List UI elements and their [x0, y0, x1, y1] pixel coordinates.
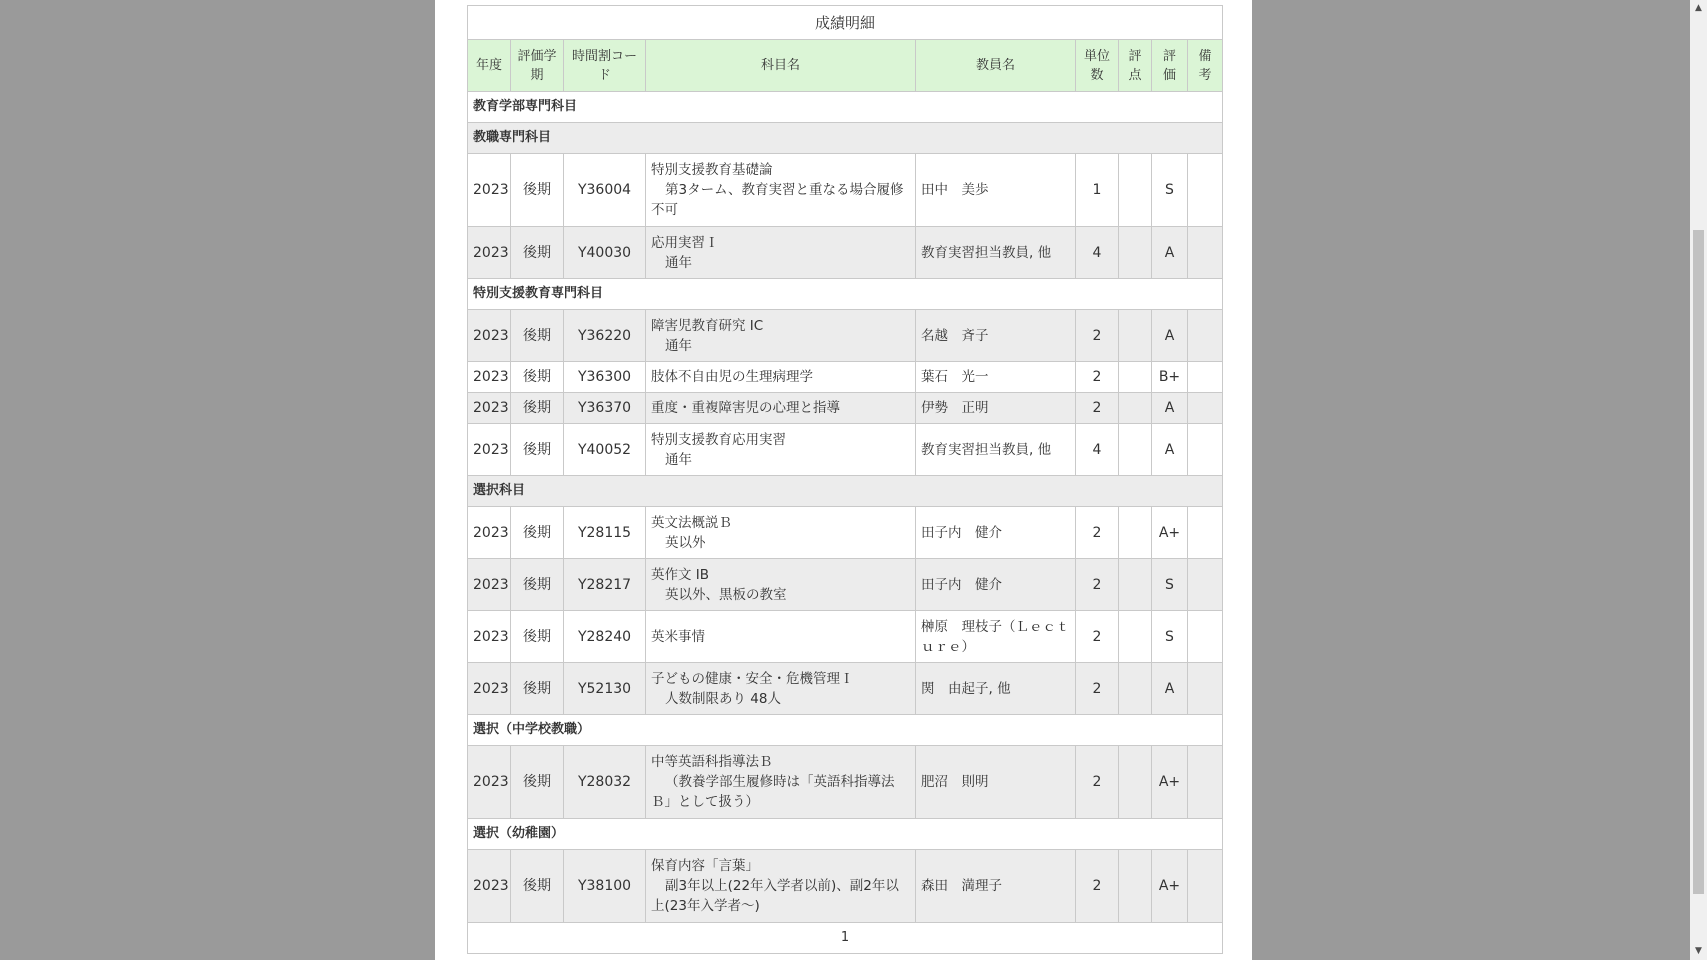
scroll-thumb[interactable] [1693, 230, 1704, 894]
section-heading: 教職専門科目 [468, 123, 1223, 154]
cell-term: 後期 [511, 424, 564, 476]
cell-credits: 2 [1076, 362, 1119, 393]
cell-credits: 2 [1076, 611, 1119, 663]
cell-term: 後期 [511, 154, 564, 227]
cell-teacher: 田子内 健介 [916, 559, 1076, 611]
header-code: 時間割コード [564, 40, 646, 92]
cell-note [1188, 850, 1223, 923]
cell-score [1119, 310, 1152, 362]
table-row [468, 227, 1223, 279]
cell-grade: A+ [1152, 850, 1188, 923]
cell-note [1188, 559, 1223, 611]
cell-subject [646, 310, 916, 362]
cell-code: Y38100 [564, 850, 646, 923]
cell-teacher: 葉石 光一 [916, 362, 1076, 393]
cell-note [1188, 663, 1223, 715]
cell-score [1119, 424, 1152, 476]
cell-teacher: 田中 美歩 [916, 154, 1076, 227]
header-year: 年度 [468, 40, 511, 92]
scroll-up-arrow-icon[interactable]: ▲ [1695, 3, 1702, 13]
cell-code: Y28032 [564, 746, 646, 819]
table-title: 成績明細 [468, 6, 1223, 40]
cell-year: 2023 [468, 154, 511, 227]
subject-note: （教養学部生履修時は「英語科指導法Ｂ」として扱う） [651, 774, 895, 810]
section-heading: 選択科目 [468, 476, 1223, 507]
cell-subject [646, 663, 916, 715]
subject-note: 通年 [665, 451, 692, 468]
subject-note: 人数制限あり 48人 [665, 690, 781, 707]
cell-grade: A+ [1152, 746, 1188, 819]
subject-title: 応用実習Ｉ [651, 234, 719, 251]
section-heading: 特別支援教育専門科目 [468, 279, 1223, 310]
page-number: 1 [468, 923, 1223, 954]
cell-code: Y36220 [564, 310, 646, 362]
cell-subject: 重度・重複障害児の心理と指導 [646, 393, 916, 424]
subject-note: 英以外、黒板の教室 [665, 586, 787, 603]
cell-subject [646, 227, 916, 279]
cell-credits: 1 [1076, 154, 1119, 227]
subject-note: 通年 [665, 337, 692, 354]
section-heading: 教育学部専門科目 [468, 92, 1223, 123]
cell-code: Y28115 [564, 507, 646, 559]
cell-term: 後期 [511, 746, 564, 819]
cell-score [1119, 611, 1152, 663]
subject-title: 子どもの健康・安全・危機管理Ｉ [651, 670, 854, 687]
cell-year: 2023 [468, 746, 511, 819]
cell-grade: B+ [1152, 362, 1188, 393]
table-row [468, 663, 1223, 715]
cell-note [1188, 154, 1223, 227]
cell-year: 2023 [468, 611, 511, 663]
cell-subject [646, 850, 916, 923]
cell-term: 後期 [511, 393, 564, 424]
cell-teacher: 関 由起子, 他 [916, 663, 1076, 715]
cell-subject [646, 424, 916, 476]
cell-year: 2023 [468, 393, 511, 424]
subject-title: 特別支援教育応用実習 [651, 431, 786, 448]
cell-teacher: 教育実習担当教員, 他 [916, 227, 1076, 279]
cell-term: 後期 [511, 850, 564, 923]
document-sheet [435, 0, 1252, 960]
cell-teacher: 榊原 理枝子（Ｌｅｃｔｕｒｅ） [916, 611, 1076, 663]
cell-subject [646, 154, 916, 227]
cell-code: Y36300 [564, 362, 646, 393]
cell-score [1119, 362, 1152, 393]
table-row [468, 850, 1223, 923]
cell-score [1119, 154, 1152, 227]
scroll-down-arrow-icon[interactable]: ▼ [1695, 946, 1702, 956]
cell-note [1188, 424, 1223, 476]
cell-term: 後期 [511, 559, 564, 611]
cell-year: 2023 [468, 663, 511, 715]
cell-credits: 2 [1076, 850, 1119, 923]
cell-subject: 英米事情 [646, 611, 916, 663]
cell-code: Y40052 [564, 424, 646, 476]
cell-credits: 2 [1076, 507, 1119, 559]
cell-subject [646, 507, 916, 559]
header-grade: 評価 [1152, 40, 1188, 92]
cell-credits: 4 [1076, 424, 1119, 476]
table-row [468, 507, 1223, 559]
cell-grade: A [1152, 424, 1188, 476]
cell-subject [646, 746, 916, 819]
subject-note: 副3年以上(22年入学者以前)、副2年以上(23年入学者～) [651, 878, 899, 914]
table-row [468, 424, 1223, 476]
header-score: 評点 [1119, 40, 1152, 92]
section-heading: 選択（中学校教職） [468, 715, 1223, 746]
table-row [468, 154, 1223, 227]
cell-teacher: 名越 斉子 [916, 310, 1076, 362]
cell-note [1188, 611, 1223, 663]
cell-code: Y36370 [564, 393, 646, 424]
subject-title: 障害児教育研究 IC [651, 317, 764, 334]
table-row [468, 362, 1223, 393]
cell-year: 2023 [468, 507, 511, 559]
cell-grade: A [1152, 227, 1188, 279]
cell-grade: S [1152, 154, 1188, 227]
cell-credits: 2 [1076, 663, 1119, 715]
cell-note [1188, 507, 1223, 559]
cell-credits: 4 [1076, 227, 1119, 279]
cell-teacher: 田子内 健介 [916, 507, 1076, 559]
cell-subject [646, 559, 916, 611]
cell-grade: S [1152, 611, 1188, 663]
cell-teacher: 伊勢 正明 [916, 393, 1076, 424]
header-term: 評価学期 [511, 40, 564, 92]
cell-term: 後期 [511, 362, 564, 393]
cell-year: 2023 [468, 559, 511, 611]
subject-note: 通年 [665, 254, 692, 271]
cell-grade: A [1152, 663, 1188, 715]
subject-note: 英以外 [665, 534, 706, 551]
cell-score [1119, 227, 1152, 279]
cell-year: 2023 [468, 362, 511, 393]
cell-code: Y36004 [564, 154, 646, 227]
cell-code: Y40030 [564, 227, 646, 279]
cell-score [1119, 559, 1152, 611]
cell-grade: A [1152, 310, 1188, 362]
cell-note [1188, 227, 1223, 279]
table-row [468, 611, 1223, 663]
table-row [468, 393, 1223, 424]
vertical-scrollbar[interactable] [1690, 0, 1707, 960]
cell-teacher: 肥沼 則明 [916, 746, 1076, 819]
cell-score [1119, 393, 1152, 424]
cell-year: 2023 [468, 850, 511, 923]
cell-score [1119, 507, 1152, 559]
grades-table [467, 5, 1223, 954]
section-heading: 選択（幼稚園） [468, 819, 1223, 850]
cell-term: 後期 [511, 507, 564, 559]
header-note: 備考 [1188, 40, 1223, 92]
cell-teacher: 森田 満理子 [916, 850, 1076, 923]
table-row [468, 310, 1223, 362]
cell-term: 後期 [511, 611, 564, 663]
header-credits: 単位数 [1076, 40, 1119, 92]
cell-note [1188, 746, 1223, 819]
cell-year: 2023 [468, 424, 511, 476]
cell-code: Y28217 [564, 559, 646, 611]
cell-note [1188, 310, 1223, 362]
cell-score [1119, 746, 1152, 819]
cell-year: 2023 [468, 310, 511, 362]
cell-subject: 肢体不自由児の生理病理学 [646, 362, 916, 393]
header-subject: 科目名 [646, 40, 916, 92]
cell-grade: A+ [1152, 507, 1188, 559]
subject-title: 保育内容「言葉」 [651, 858, 759, 874]
cell-term: 後期 [511, 227, 564, 279]
cell-term: 後期 [511, 663, 564, 715]
cell-code: Y28240 [564, 611, 646, 663]
cell-code: Y52130 [564, 663, 646, 715]
cell-grade: A [1152, 393, 1188, 424]
cell-note [1188, 362, 1223, 393]
cell-term: 後期 [511, 310, 564, 362]
table-row [468, 559, 1223, 611]
cell-credits: 2 [1076, 310, 1119, 362]
header-teacher: 教員名 [916, 40, 1076, 92]
table-row [468, 746, 1223, 819]
subject-title: 英文法概説Ｂ [651, 514, 732, 531]
subject-note: 第3ターム、教育実習と重なる場合履修不可 [651, 182, 904, 218]
cell-note [1188, 393, 1223, 424]
cell-grade: S [1152, 559, 1188, 611]
cell-credits: 2 [1076, 393, 1119, 424]
subject-title: 中等英語科指導法Ｂ [651, 754, 773, 770]
cell-credits: 2 [1076, 746, 1119, 819]
subject-title: 特別支援教育基礎論 [651, 162, 773, 178]
cell-teacher: 教育実習担当教員, 他 [916, 424, 1076, 476]
subject-title: 英作文 IB [651, 566, 710, 583]
cell-score [1119, 850, 1152, 923]
cell-year: 2023 [468, 227, 511, 279]
cell-credits: 2 [1076, 559, 1119, 611]
cell-score [1119, 663, 1152, 715]
